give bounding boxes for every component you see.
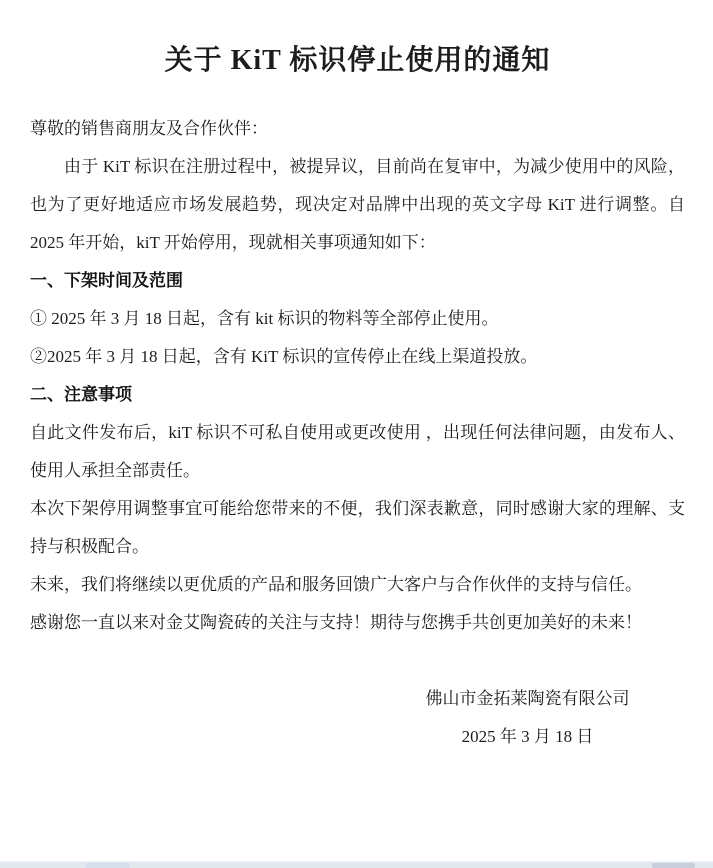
paragraph-future: 未来，我们将继续以更优质的产品和服务回馈广大客户与合作伙伴的支持与信任。 <box>30 575 642 594</box>
intro-paragraph: 由于 KiT 标识在注册过程中，被提异议，目前尚在复审中，为减少使用中的风险，也为了更好地适应市场发展趋势，现决定对品牌中出现的英文字母 KiT 进行调整。自 2025 年开始，kiT 开始停用，现就相关事项通知如下： <box>30 157 685 252</box>
signature-company: 佛山市金拓莱陶瓷有限公司 <box>425 689 630 708</box>
paragraph-thanks: 感谢您一直以来对金艾陶瓷砖的关注与支持！期待与您携手共创更加美好的未来！ <box>30 613 642 632</box>
signature-date: 2025 年 3 月 18 日 <box>461 727 594 746</box>
scrollbar-thumb[interactable] <box>652 863 695 868</box>
horizontal-scrollbar[interactable] <box>0 861 713 868</box>
section-1-item-2: ②2025 年 3 月 18 日起，含有 KiT 标识的宣传停止在线上渠道投放。 <box>30 347 538 366</box>
section-2-heading: 二、注意事项 <box>30 385 132 404</box>
salutation: 尊敬的销售商朋友及合作伙伴： <box>30 119 268 138</box>
section-1-heading: 一、下架时间及范围 <box>30 271 183 290</box>
scrollbar-tint-segment <box>85 863 130 868</box>
paragraph-apology: 本次下架停用调整事宜可能给您带来的不便，我们深表歉意，同时感谢大家的理解、支持与积极配合。 <box>30 499 685 556</box>
paragraph-liability: 自此文件发布后，kiT 标识不可私自使用或更改使用 ，出现任何法律问题，由发布人、使用人承担全部责任。 <box>30 423 685 480</box>
signature-block <box>30 680 685 756</box>
document-title: 关于 KiT 标识停止使用的通知 <box>164 45 551 76</box>
section-1-item-1: ① 2025 年 3 月 18 日起，含有 kit 标识的物料等全部停止使用。 <box>30 309 499 328</box>
